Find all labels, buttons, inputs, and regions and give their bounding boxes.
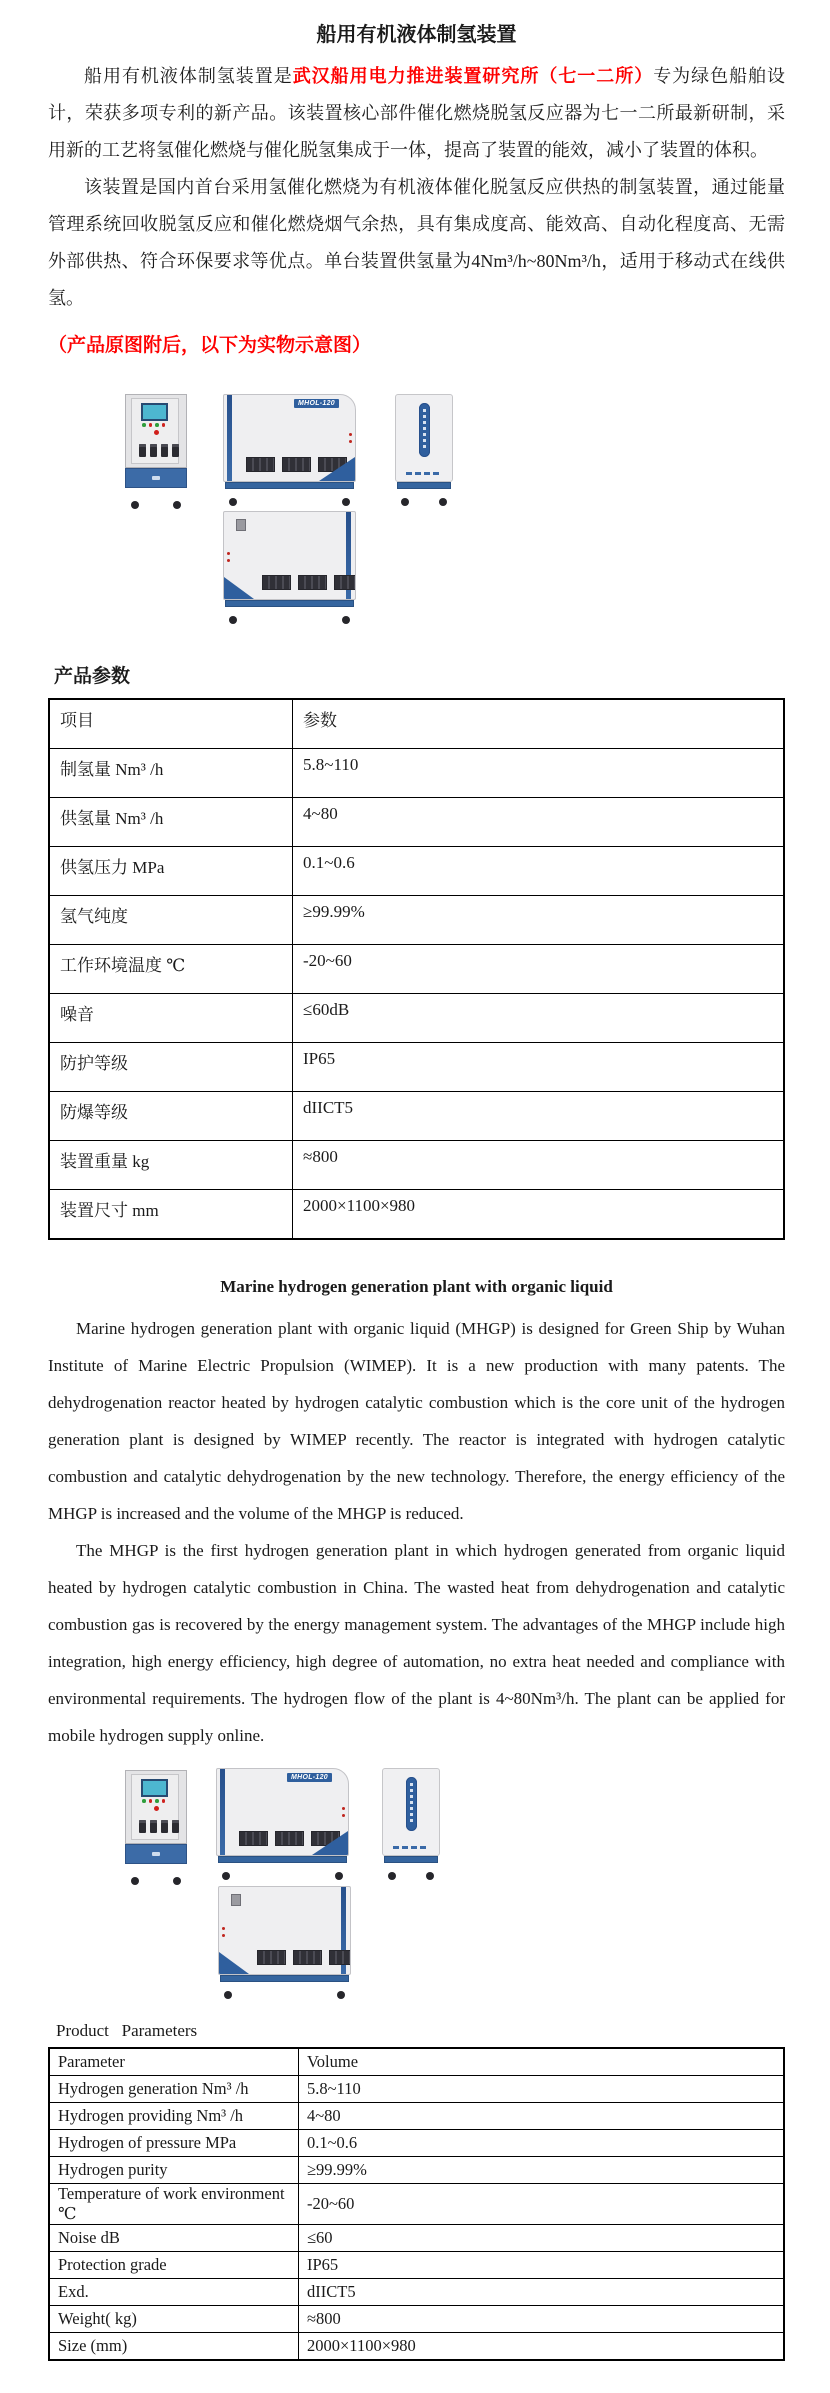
table-row xyxy=(49,1043,784,1092)
param-value-cell: 4~80 xyxy=(293,798,785,847)
cabinet-panel xyxy=(131,398,179,464)
emergency-button-icon xyxy=(154,1806,159,1811)
table-row xyxy=(49,798,784,847)
caster-wheel-icon xyxy=(173,501,181,509)
hydrogen-unit-side-illustration xyxy=(218,1886,351,1990)
status-dots xyxy=(349,433,352,443)
param-value-cell: dIICT5 xyxy=(299,2279,785,2306)
vent-icon xyxy=(329,1950,351,1965)
cn-params-heading: 产品参数 xyxy=(54,666,131,687)
hydrogen-unit-side-illustration xyxy=(223,511,356,615)
unit-base xyxy=(397,482,451,489)
param-name-cell: 装置尺寸 mm xyxy=(49,1190,293,1240)
hydrogen-unit-tall-illustration xyxy=(395,394,453,497)
column-header: Parameter xyxy=(49,2048,299,2076)
param-value-cell: ≈800 xyxy=(299,2306,785,2333)
switch-icon xyxy=(139,444,146,457)
red-dot-icon xyxy=(342,1814,345,1817)
red-dot-icon xyxy=(349,433,352,436)
control-cabinet-illustration xyxy=(125,1770,187,1876)
cabinet-screen xyxy=(141,403,168,421)
badge-text-marks xyxy=(423,409,426,451)
unit-base xyxy=(218,1856,347,1863)
param-name-cell: Protection grade xyxy=(49,2252,299,2279)
table-row xyxy=(49,994,784,1043)
caster-wheel-icon xyxy=(229,498,237,506)
column-header: Volume xyxy=(299,2048,785,2076)
param-name-cell: 氢气纯度 xyxy=(49,896,293,945)
table-row xyxy=(49,749,784,798)
unit-body xyxy=(382,1768,440,1856)
vent-icon xyxy=(239,1831,268,1846)
red-dot-icon xyxy=(342,1807,345,1810)
product-illustration-set-2 xyxy=(48,1764,785,2009)
intro-text-after: 专为绿色船舶设计，荣获多项专利的新产品。该装置核心部件催化燃烧脱氢反应器为七一二所最新研制，采用新的工艺将氢催化燃烧与催化脱氢集成于一体，提高了装置的能效，减小了装置的体积。 xyxy=(48,66,786,160)
blue-stripe xyxy=(227,395,232,481)
unit-body xyxy=(223,511,356,600)
param-value-cell: ≤60 xyxy=(299,2225,785,2252)
en-title: Marine hydrogen generation plant with organic liquid xyxy=(220,1277,613,1296)
caster-wheel-icon xyxy=(224,1991,232,1999)
param-value-cell: 0.1~0.6 xyxy=(299,2130,785,2157)
switch-icon xyxy=(161,444,168,457)
louver-vents xyxy=(257,1950,351,1965)
table-row xyxy=(49,945,784,994)
param-value-cell: ≥99.99% xyxy=(299,2157,785,2184)
vent-icon xyxy=(246,457,275,472)
param-name-cell: 装置重量 kg xyxy=(49,1141,293,1190)
brand-mark-icon xyxy=(406,472,442,475)
caster-wheel-icon xyxy=(173,1877,181,1885)
table-row xyxy=(49,2076,784,2103)
panel-square xyxy=(231,1894,241,1906)
column-header: 参数 xyxy=(293,699,785,749)
hydrogen-unit-front-illustration xyxy=(223,394,356,497)
vent-icon xyxy=(298,575,327,590)
table-row xyxy=(49,1190,784,1240)
indicator-red-icon xyxy=(149,1799,153,1803)
param-name-cell: Temperature of work environment ℃ xyxy=(49,2184,299,2225)
column-header: 项目 xyxy=(49,699,293,749)
param-value-cell: IP65 xyxy=(293,1043,785,1092)
second-paragraph: 该装置是国内首台采用氢催化燃烧为有机液体催化脱氢反应供热的制氢装置，通过能量管理系统回收脱氢反应和催化燃烧烟气余热，具有集成度高、能效高、自动化程度高、无需外部供热、符合环保要求等优点。单台装置供氢量为4Nm³/h~80Nm³/h，适用于移动式在线供氢。 xyxy=(48,177,785,308)
institute-name-highlight: 武汉船用电力推进装置研究所（七一二所） xyxy=(292,66,654,86)
caster-wheel-icon xyxy=(222,1872,230,1880)
en-paragraph-1: Marine hydrogen generation plant with organic liquid (MHGP) is designed for Green Ship by Wuhan Institute of Marine Electric Propulsion (WIMEP). It is a new production with many patents. The dehydrogenation reactor heated by hydrogen catalytic combustion which is the core unit of the hydrogen generation plant is designed by WIMEP recently. The reactor is integrated with hydrogen catalytic combustion and catalytic dehydrogenation by the new technology. Therefore, the energy efficiency of the MHGP is increased and the volume of the MHGP is reduced. xyxy=(48,1319,785,1523)
indicator-green-icon xyxy=(155,1799,159,1803)
table-row xyxy=(49,2333,784,2361)
table-row xyxy=(49,2184,784,2225)
param-name-cell: Exd. xyxy=(49,2279,299,2306)
vertical-badge xyxy=(419,403,430,457)
caster-wheel-icon xyxy=(337,1991,345,1999)
param-value-cell: dIICT5 xyxy=(293,1092,785,1141)
cabinet-switches xyxy=(139,444,179,457)
param-name-cell: 工作环境温度 ℃ xyxy=(49,945,293,994)
param-name-cell: 防护等级 xyxy=(49,1043,293,1092)
param-value-cell: 2000×1100×980 xyxy=(293,1190,785,1240)
red-dot-icon xyxy=(222,1934,225,1937)
badge-text-marks xyxy=(410,1783,413,1825)
cn-parameters-table xyxy=(48,698,785,1240)
table-header-row xyxy=(49,2048,784,2076)
indicator-green-icon xyxy=(142,1799,146,1803)
caster-wheel-icon xyxy=(401,498,409,506)
page-title: 船用有机液体制氢装置 xyxy=(316,24,517,46)
table-row xyxy=(49,1141,784,1190)
table-row xyxy=(49,2130,784,2157)
unit-base xyxy=(384,1856,438,1863)
param-value-cell: ≤60dB xyxy=(293,994,785,1043)
param-value-cell: ≥99.99% xyxy=(293,896,785,945)
param-name-cell: Hydrogen purity xyxy=(49,2157,299,2184)
switch-icon xyxy=(150,444,157,457)
brand-mark-icon xyxy=(393,1846,429,1849)
cabinet-indicator-lights xyxy=(142,1799,165,1803)
vent-icon xyxy=(282,457,311,472)
louver-vents xyxy=(239,1831,340,1846)
caster-wheel-icon xyxy=(131,1877,139,1885)
switch-icon xyxy=(161,1820,168,1833)
cabinet-base xyxy=(125,468,187,488)
param-value-cell: -20~60 xyxy=(299,2184,785,2225)
vent-icon xyxy=(257,1950,286,1965)
unit-base xyxy=(225,482,354,489)
indicator-green-icon xyxy=(155,423,159,427)
red-dot-icon xyxy=(227,552,230,555)
red-dot-icon xyxy=(227,559,230,562)
param-value-cell: ≈800 xyxy=(293,1141,785,1190)
param-name-cell: Noise dB xyxy=(49,2225,299,2252)
table-row xyxy=(49,1092,784,1141)
control-cabinet-illustration xyxy=(125,394,187,500)
caster-wheel-icon xyxy=(439,498,447,506)
param-name-cell: Size (mm) xyxy=(49,2333,299,2361)
param-name-cell: 供氢压力 MPa xyxy=(49,847,293,896)
cabinet-switches xyxy=(139,1820,179,1833)
vent-icon xyxy=(262,575,291,590)
cabinet-base xyxy=(125,1844,187,1864)
cabinet-body xyxy=(125,394,187,468)
param-name-cell: 噪音 xyxy=(49,994,293,1043)
status-dots xyxy=(227,552,230,562)
table-row xyxy=(49,2252,784,2279)
en-parameters-table xyxy=(48,2047,785,2361)
status-dots xyxy=(222,1927,225,1937)
blue-corner-wedge xyxy=(224,577,254,599)
vent-icon xyxy=(275,1831,304,1846)
unit-body xyxy=(395,394,453,482)
param-value-cell: 4~80 xyxy=(299,2103,785,2130)
param-name-cell: Hydrogen of pressure MPa xyxy=(49,2130,299,2157)
caster-wheel-icon xyxy=(229,616,237,624)
caster-wheel-icon xyxy=(131,501,139,509)
emergency-button-icon xyxy=(154,430,159,435)
intro-text-before: 船用有机液体制氢装置是 xyxy=(84,66,293,86)
unit-body xyxy=(216,1768,349,1856)
brand-mark-icon xyxy=(152,476,160,480)
model-label: MHOL-120 xyxy=(287,1773,332,1782)
table-row xyxy=(49,896,784,945)
unit-base xyxy=(225,600,354,607)
product-illustration-set-1 xyxy=(48,391,785,621)
status-dots xyxy=(342,1807,345,1817)
table-row xyxy=(49,2306,784,2333)
param-value-cell: IP65 xyxy=(299,2252,785,2279)
hydrogen-unit-front-illustration xyxy=(216,1768,349,1871)
unit-base xyxy=(220,1975,349,1982)
louver-vents xyxy=(246,457,347,472)
table-row xyxy=(49,2157,784,2184)
param-value-cell: 0.1~0.6 xyxy=(293,847,785,896)
indicator-red-icon xyxy=(162,423,166,427)
red-dot-icon xyxy=(349,440,352,443)
table-header-row xyxy=(49,699,784,749)
param-name-cell: Weight( kg) xyxy=(49,2306,299,2333)
switch-icon xyxy=(172,444,179,457)
param-name-cell: 防爆等级 xyxy=(49,1092,293,1141)
table-row xyxy=(49,847,784,896)
caster-wheel-icon xyxy=(342,616,350,624)
param-name-cell: 供氢量 Nm³ /h xyxy=(49,798,293,847)
param-value-cell: 5.8~110 xyxy=(299,2076,785,2103)
param-name-cell: Hydrogen providing Nm³ /h xyxy=(49,2103,299,2130)
red-note: （产品原图附后，以下为实物示意图） xyxy=(48,335,372,356)
vent-icon xyxy=(334,575,356,590)
caster-wheel-icon xyxy=(388,1872,396,1880)
blue-corner-wedge xyxy=(219,1952,249,1974)
param-name-cell: 制氢量 Nm³ /h xyxy=(49,749,293,798)
switch-icon xyxy=(139,1820,146,1833)
switch-icon xyxy=(172,1820,179,1833)
louver-vents xyxy=(262,575,356,590)
table-row xyxy=(49,2103,784,2130)
brand-mark-icon xyxy=(152,1852,160,1856)
caster-wheel-icon xyxy=(342,498,350,506)
hydrogen-unit-tall-illustration xyxy=(382,1768,440,1871)
indicator-red-icon xyxy=(162,1799,166,1803)
param-value-cell: 5.8~110 xyxy=(293,749,785,798)
intro-paragraph xyxy=(48,58,785,169)
unit-body xyxy=(223,394,356,482)
vertical-badge xyxy=(406,1777,417,1831)
en-params-heading: Product Parameters xyxy=(56,2021,198,2040)
indicator-green-icon xyxy=(142,423,146,427)
blue-stripe xyxy=(220,1769,225,1855)
cabinet-indicator-lights xyxy=(142,423,165,427)
vent-icon xyxy=(293,1950,322,1965)
cabinet-body xyxy=(125,1770,187,1844)
en-paragraph-2: The MHGP is the first hydrogen generation plant in which hydrogen generated from organic liquid heated by hydrogen catalytic combustion in China. The wasted heat from dehydrogenation and catalytic combustion gas is recovered by the energy management system. The advantages of the MHGP include high integration, high energy efficiency, high degree of automation, no extra heat needed and compliance with environmental requirements. The hydrogen flow of the plant is 4~80Nm³/h. The plant can be applied for mobile hydrogen supply online. xyxy=(48,1541,785,1745)
param-value-cell: 2000×1100×980 xyxy=(299,2333,785,2361)
caster-wheel-icon xyxy=(335,1872,343,1880)
panel-square xyxy=(236,519,246,531)
caster-wheel-icon xyxy=(426,1872,434,1880)
table-row xyxy=(49,2225,784,2252)
cabinet-screen xyxy=(141,1779,168,1797)
param-name-cell: Hydrogen generation Nm³ /h xyxy=(49,2076,299,2103)
red-dot-icon xyxy=(222,1927,225,1930)
param-value-cell: -20~60 xyxy=(293,945,785,994)
unit-body xyxy=(218,1886,351,1975)
table-row xyxy=(49,2279,784,2306)
switch-icon xyxy=(150,1820,157,1833)
indicator-red-icon xyxy=(149,423,153,427)
cabinet-panel xyxy=(131,1774,179,1840)
model-label: MHOL-120 xyxy=(294,399,339,408)
